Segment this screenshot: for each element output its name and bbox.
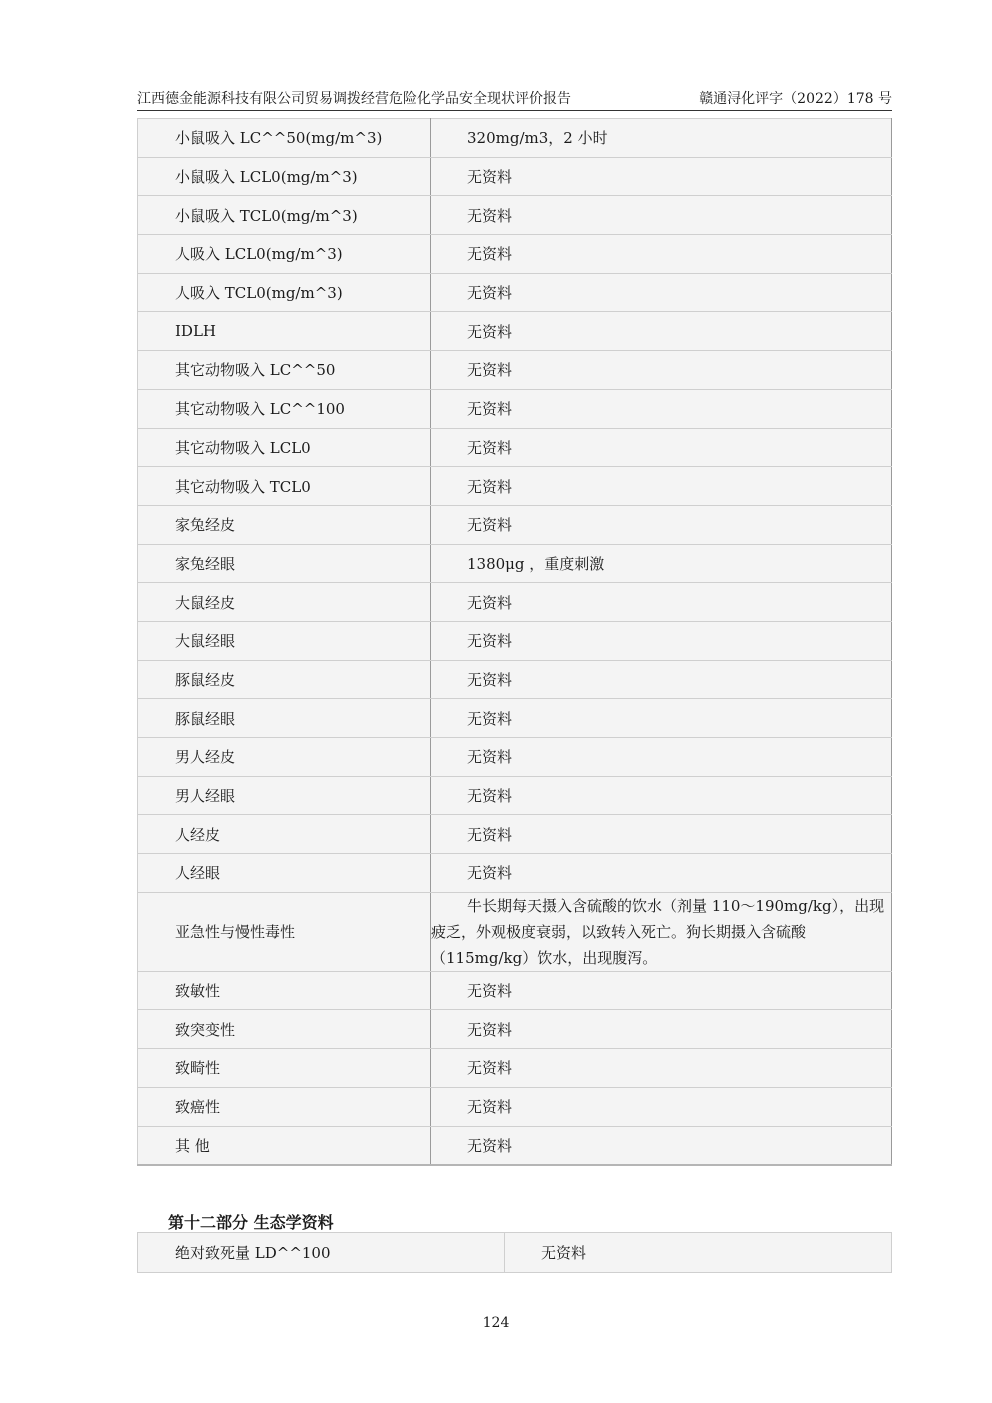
row-value: 无资料 [431, 1087, 892, 1126]
table-row [138, 1126, 892, 1165]
row-value: 无资料 [431, 583, 892, 622]
row-key: 致癌性 [138, 1087, 431, 1126]
row-key: 致敏性 [138, 971, 431, 1010]
row-value: 无资料 [431, 660, 892, 699]
table-row [138, 971, 892, 1010]
row-key: 其 他 [138, 1126, 431, 1165]
table-row [138, 1087, 892, 1126]
row-key: 人经皮 [138, 815, 431, 854]
table-row [138, 854, 892, 893]
row-value: 无资料 [431, 428, 892, 467]
row-value: 无资料 [431, 235, 892, 274]
table-row [138, 428, 892, 467]
row-key: 家兔经皮 [138, 505, 431, 544]
ecology-table [137, 1232, 892, 1273]
row-value: 无资料 [431, 351, 892, 390]
row-value: 无资料 [431, 854, 892, 893]
chronic-line-1: 牛长期每天摄入含硫酸的饮水（剂量 110～190mg/kg），出现 [467, 896, 885, 915]
table-row [138, 505, 892, 544]
table-row [138, 196, 892, 235]
table-row [138, 1233, 892, 1273]
row-key: 其它动物吸入 LC^^100 [138, 389, 431, 428]
chronic-line-2: 疲乏，外观极度衰弱，以致转入死亡。狗长期摄入含硫酸 [431, 922, 807, 941]
row-value: 无资料 [431, 738, 892, 777]
row-key: 小鼠吸入 LCL0(mg/m^3) [138, 157, 431, 196]
row-value: 无资料 [431, 971, 892, 1010]
row-key: 亚急性与慢性毒性 [138, 892, 431, 971]
table-row [138, 119, 892, 158]
header-report-number: 赣通浔化评字（2022）178 号 [699, 91, 892, 107]
table-row [138, 699, 892, 738]
table-row [138, 157, 892, 196]
row-value: 无资料 [431, 1126, 892, 1165]
table-row [138, 544, 892, 583]
row-key: 小鼠吸入 TCL0(mg/m^3) [138, 196, 431, 235]
table-row [138, 621, 892, 660]
table-row [138, 235, 892, 274]
row-value-multiline [431, 892, 892, 971]
row-key: 小鼠吸入 LC^^50(mg/m^3) [138, 119, 431, 158]
section-title: 第十二部分 生态学资料 [168, 1213, 334, 1232]
row-value: 无资料 [505, 1233, 892, 1273]
row-key: 致畸性 [138, 1049, 431, 1088]
row-key: 其它动物吸入 LC^^50 [138, 351, 431, 390]
row-key: 人吸入 LCL0(mg/m^3) [138, 235, 431, 274]
table-row [138, 738, 892, 777]
table-row [138, 273, 892, 312]
page-header [137, 88, 892, 111]
row-value: 无资料 [431, 776, 892, 815]
row-value: 无资料 [431, 699, 892, 738]
row-key: 豚鼠经皮 [138, 660, 431, 699]
row-key: 其它动物吸入 LCL0 [138, 428, 431, 467]
row-value: 无资料 [431, 815, 892, 854]
table-row [138, 815, 892, 854]
table-row [138, 660, 892, 699]
row-key: 人吸入 TCL0(mg/m^3) [138, 273, 431, 312]
toxicity-table [137, 118, 892, 1166]
row-value: 无资料 [431, 467, 892, 506]
row-key: 男人经眼 [138, 776, 431, 815]
row-key: IDLH [138, 312, 431, 351]
row-value: 无资料 [431, 196, 892, 235]
row-key: 豚鼠经眼 [138, 699, 431, 738]
table-row [138, 1010, 892, 1049]
row-key: 绝对致死量 LD^^100 [138, 1233, 505, 1273]
table-row [138, 351, 892, 390]
table-row [138, 776, 892, 815]
row-value: 无资料 [431, 312, 892, 351]
table-row [138, 389, 892, 428]
row-key: 大鼠经眼 [138, 621, 431, 660]
row-key: 人经眼 [138, 854, 431, 893]
row-key: 致突变性 [138, 1010, 431, 1049]
row-key: 男人经皮 [138, 738, 431, 777]
row-key: 家兔经眼 [138, 544, 431, 583]
row-value: 1380μg ，重度刺激 [431, 544, 892, 583]
table-row-chronic-toxicity [138, 892, 892, 971]
table-row [138, 583, 892, 622]
table-row [138, 312, 892, 351]
row-value: 无资料 [431, 273, 892, 312]
table-row [138, 467, 892, 506]
chronic-line-3: （115mg/kg）饮水，出现腹泻。 [431, 948, 658, 967]
row-value: 无资料 [431, 389, 892, 428]
header-report-title: 江西德金能源科技有限公司贸易调拨经营危险化学品安全现状评价报告 [137, 91, 571, 107]
table-row [138, 1049, 892, 1088]
row-key: 大鼠经皮 [138, 583, 431, 622]
row-value: 无资料 [431, 505, 892, 544]
row-value: 无资料 [431, 157, 892, 196]
page-number: 124 [482, 1315, 510, 1331]
row-value: 无资料 [431, 1010, 892, 1049]
row-value: 无资料 [431, 1049, 892, 1088]
row-key: 其它动物吸入 TCL0 [138, 467, 431, 506]
row-value: 无资料 [431, 621, 892, 660]
row-value: 320mg/m3，2 小时 [431, 119, 892, 158]
